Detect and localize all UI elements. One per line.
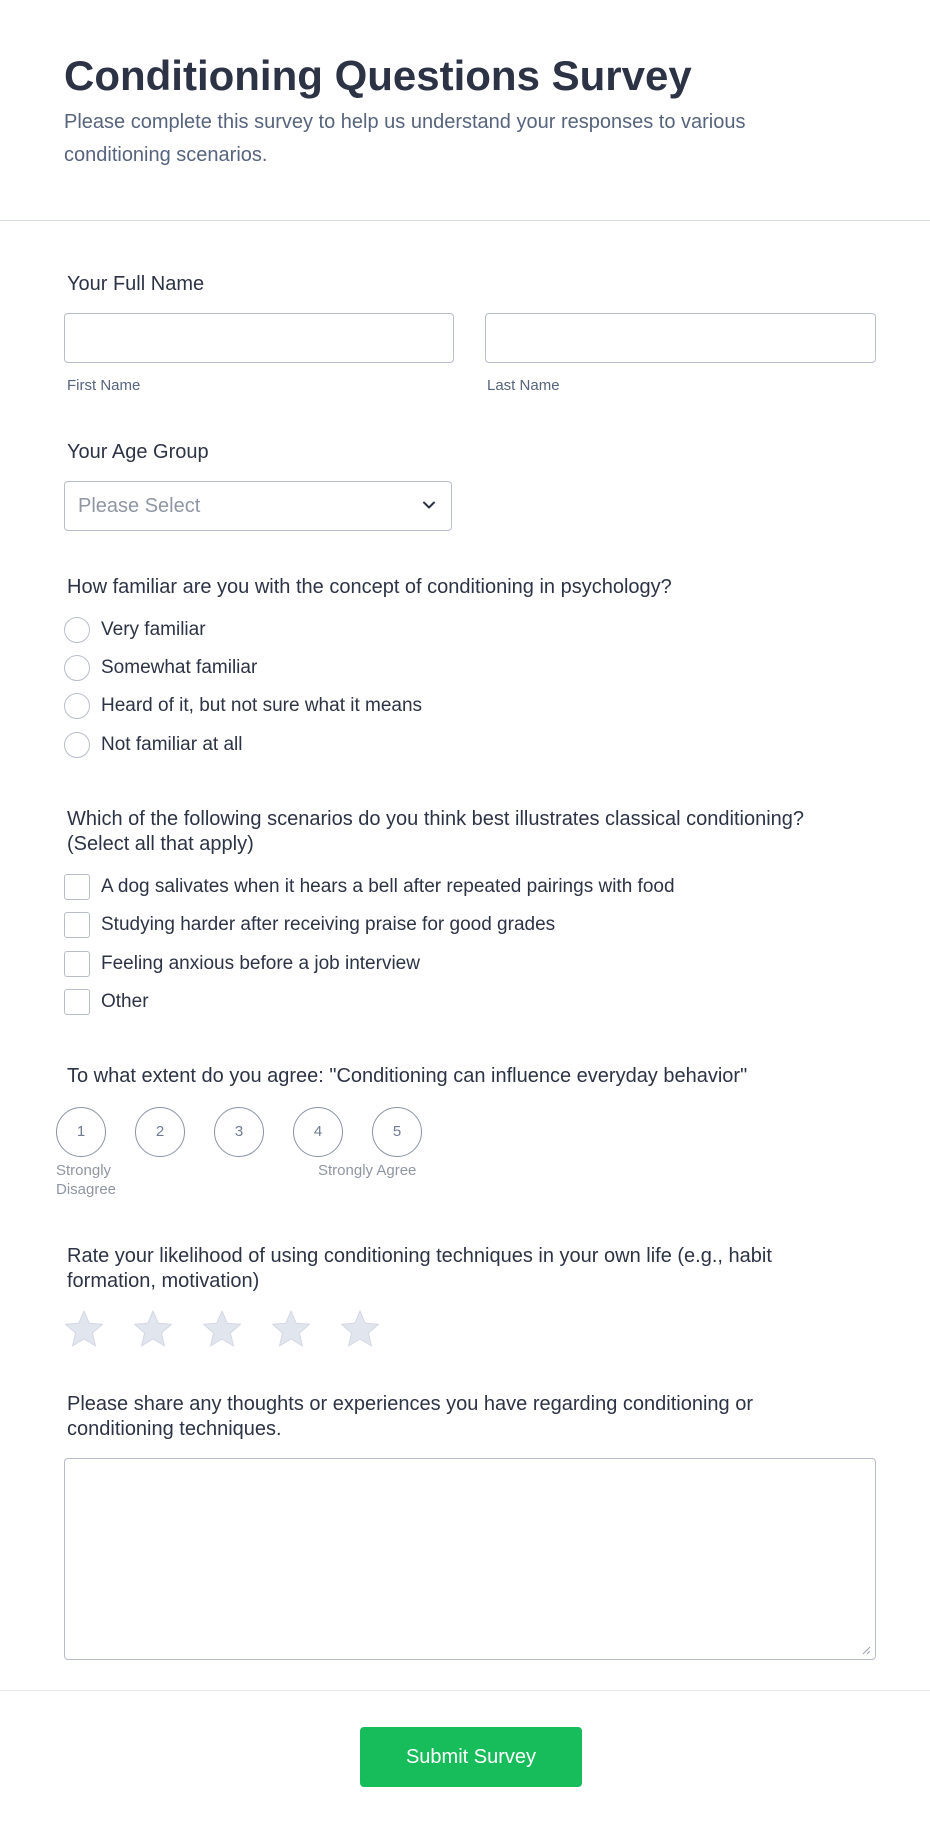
- thoughts-question-line1: Please share any thoughts or experiences you have regarding conditioning or: [67, 1393, 753, 1415]
- chevron-down-icon: [421, 497, 437, 513]
- star-icon[interactable]: [339, 1309, 381, 1349]
- page-title: Conditioning Questions Survey: [64, 52, 692, 99]
- checkbox[interactable]: [64, 989, 90, 1015]
- first-name-sublabel: First Name: [67, 377, 141, 394]
- thoughts-question: [67, 1392, 753, 1442]
- scale-high-label: Strongly Agree: [318, 1162, 417, 1179]
- thoughts-textarea[interactable]: [64, 1458, 876, 1660]
- resize-grip-icon[interactable]: [861, 1645, 871, 1655]
- star-icon[interactable]: [270, 1309, 312, 1349]
- radio-button[interactable]: [64, 732, 90, 758]
- scale-low-label-line1: Strongly: [56, 1162, 112, 1179]
- likelihood-question-line1: Rate your likelihood of using conditioning techniques in your own life (e.g., habit: [67, 1245, 772, 1267]
- scale-option-1[interactable]: 1: [56, 1107, 106, 1157]
- scenarios-question: [67, 807, 804, 857]
- page-subtitle: Please complete this survey to help us understand your responses to various conditioning scenarios.: [64, 111, 746, 166]
- scale-option-2[interactable]: 2: [135, 1107, 185, 1157]
- age-group-select[interactable]: [64, 481, 452, 531]
- scale-option-5[interactable]: 5: [372, 1107, 422, 1157]
- likelihood-question: [67, 1244, 772, 1294]
- radio-button[interactable]: [64, 693, 90, 719]
- scale-option-3[interactable]: 3: [214, 1107, 264, 1157]
- full-name-label: Your Full Name: [67, 273, 205, 295]
- thoughts-question-line2: conditioning techniques.: [67, 1418, 282, 1440]
- checkbox[interactable]: [64, 951, 90, 977]
- scale-low-label-line2: Disagree: [56, 1181, 117, 1198]
- age-group-label: Your Age Group: [67, 441, 209, 463]
- scenarios-question-line1: Which of the following scenarios do you think best illustrates classical conditioning?: [67, 808, 805, 830]
- option-label: Heard of it, but not sure what it means: [101, 695, 423, 716]
- scenarios-question-line2: (Select all that apply): [67, 833, 254, 855]
- star-icon[interactable]: [132, 1309, 174, 1349]
- last-name-sublabel: Last Name: [487, 377, 560, 394]
- checkbox[interactable]: [64, 874, 90, 900]
- option-label: Very familiar: [101, 619, 206, 640]
- option-label: Somewhat familiar: [101, 657, 258, 678]
- radio-button[interactable]: [64, 655, 90, 681]
- scale-option-4[interactable]: 4: [293, 1107, 343, 1157]
- footer-divider: [0, 1690, 930, 1691]
- option-label: A dog salivates when it hears a bell after repeated pairings with food: [101, 876, 675, 897]
- star-icon[interactable]: [201, 1309, 243, 1349]
- option-label: Not familiar at all: [101, 734, 243, 755]
- form-header: [0, 0, 930, 221]
- option-label: Feeling anxious before a job interview: [101, 953, 420, 974]
- checkbox[interactable]: [64, 912, 90, 938]
- likelihood-question-line2: formation, motivation): [67, 1270, 260, 1292]
- age-group-selected-value: Please Select: [78, 495, 201, 517]
- scale-low-label: [56, 1161, 116, 1199]
- option-label: Other: [101, 991, 149, 1012]
- familiarity-question: How familiar are you with the concept of conditioning in psychology?: [67, 576, 672, 598]
- agreement-question: To what extent do you agree: "Conditioning can influence everyday behavior": [67, 1065, 748, 1087]
- first-name-input[interactable]: [64, 313, 454, 363]
- last-name-input[interactable]: [485, 313, 876, 363]
- submit-survey-button[interactable]: Submit Survey: [360, 1727, 582, 1787]
- radio-button[interactable]: [64, 617, 90, 643]
- star-icon[interactable]: [63, 1309, 105, 1349]
- option-label: Studying harder after receiving praise for good grades: [101, 914, 556, 935]
